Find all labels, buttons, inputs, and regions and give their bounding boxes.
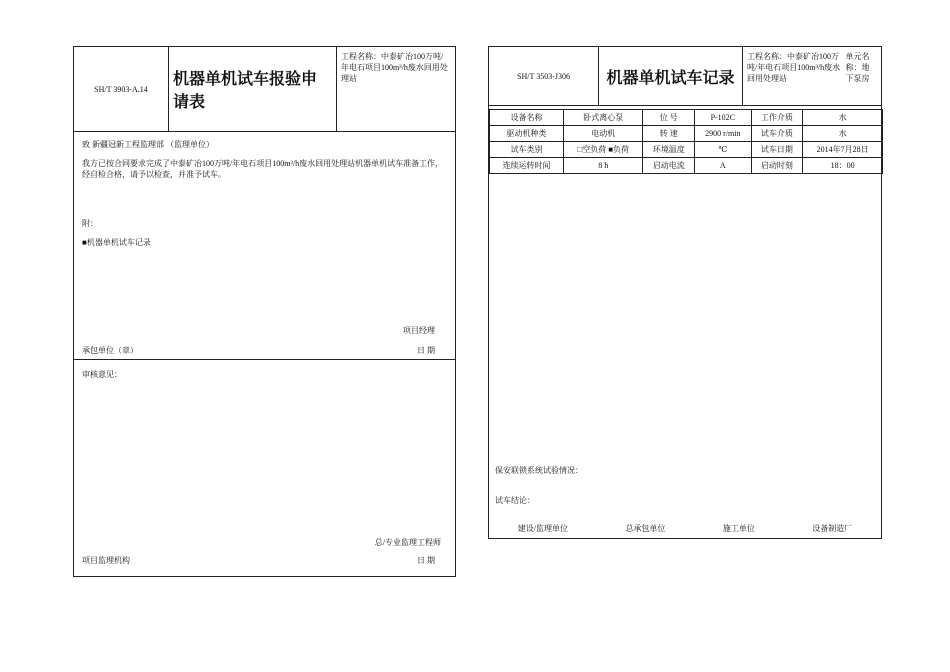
interlock-label: 保安联锁系统试验情况： xyxy=(495,466,583,475)
conclusion-label: 试车结论： xyxy=(495,496,535,505)
left-title: 机器单机试车报验申请表 xyxy=(169,47,337,131)
attach-label: 附： xyxy=(82,219,98,228)
record-table: 设备名称 卧式离心泵 位 号 P-102C 工作介质 水 驱动机种类 电动机 转 速 2900 r/min 试车介质 水 试车类别 □空负荷 ■负荷 环境温度 ℃ 试车日期 2014年7月28日 连续运转时间 8 h 启动电流 A 启动时刻 18：00 xyxy=(489,109,883,174)
right-form xyxy=(488,46,882,539)
left-project: 工程名称：中泰矿冶100万吨/年电石项目100m³/h废水回用处理站 xyxy=(341,52,448,83)
date-label: 日 期 xyxy=(417,346,435,355)
sign-3: 施工单位 xyxy=(722,524,755,533)
supervisor-label: 总/专业监理工程师 xyxy=(374,538,441,547)
right-title: 机器单机试车记录 xyxy=(599,47,743,105)
right-project: 工程名称：中泰矿冶100万吨/年电石项目100m³/h废水回用处理站 单元名称：地下泵房 xyxy=(747,52,870,83)
sign-2: 总承包单位 xyxy=(625,524,666,533)
manager-label: 项目经理 xyxy=(403,326,435,335)
org-label: 项目监理机构 xyxy=(82,556,130,565)
right-header xyxy=(489,47,881,106)
left-code: SH/T 3903-A.14 xyxy=(74,47,169,131)
review-label: 审核意见： xyxy=(82,370,122,379)
left-header xyxy=(74,47,455,132)
left-form xyxy=(73,46,456,577)
date-label-2: 日 期 xyxy=(417,556,435,565)
attachment-item: ■机器单机试车记录 xyxy=(82,238,151,247)
sign-1: 建设/监理单位 xyxy=(517,524,568,533)
to-line: 致 新疆冠新工程监理部 （监理单位） xyxy=(82,140,214,149)
body-text: 我方已按合同要求完成了中泰矿冶100万吨/年电石项目100m³/h废水回用处理站机器单机试车准备工作，经自检合格，请予以检查，并准予试车。 xyxy=(82,159,444,179)
sign-4: 设备制造厂 xyxy=(812,524,853,533)
right-code: SH/T 3503-J306 xyxy=(489,47,599,105)
contractor-label: 承包单位（章） xyxy=(82,346,138,355)
